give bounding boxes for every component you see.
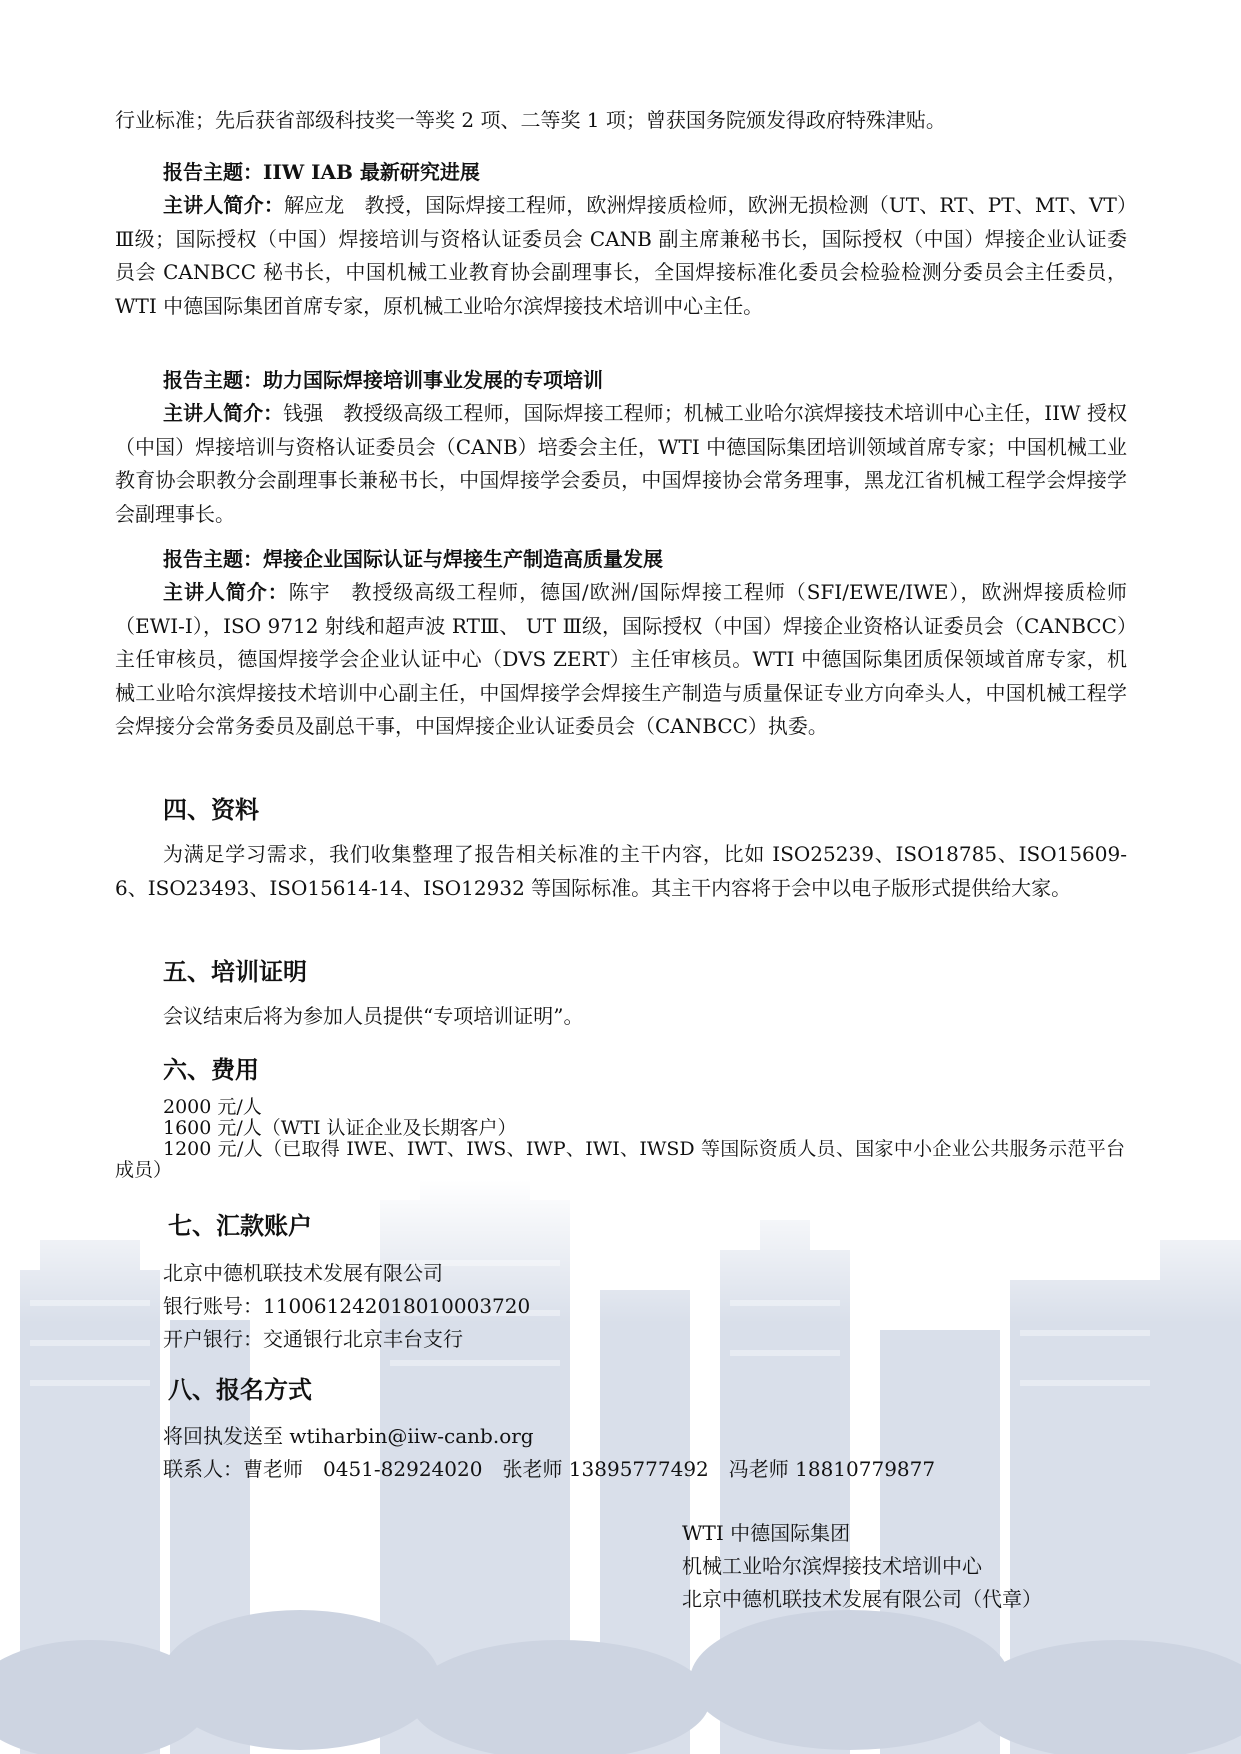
signature-org-3: 北京中德机联技术发展有限公司（代章） (682, 1587, 1042, 1611)
section-4-body: 为满足学习需求，我们收集整理了报告相关标准的主干内容，比如 ISO25239、ISO18785、ISO15609-6、ISO23493、ISO15614-14、ISO12932 等国际标准。其主干内容将于会中以电子版形式提供给大家。 (115, 842, 1127, 900)
topic-label: 报告主题： (163, 547, 263, 571)
report-2-topic (115, 364, 1127, 398)
fee-certified: 1600 元/人（WTI 认证企业及长期客户） (163, 1117, 517, 1139)
section-5-body: 会议结束后将为参加人员提供“专项培训证明”。 (163, 1004, 584, 1028)
section-4-heading: 四、资料 (163, 796, 259, 824)
section-8-heading: 八、报名方式 (168, 1376, 312, 1404)
section-7-heading: 七、汇款账户 (168, 1212, 312, 1240)
section-6-heading: 六、费用 (163, 1056, 259, 1084)
report-3-speaker (115, 576, 1127, 744)
speaker-bio: 解应龙 教授，国际焊接工程师，欧洲焊接质检师，欧洲无损检测（UT、RT、PT、MT、VT）Ⅲ级；国际授权（中国）焊接培训与资格认证委员会 CANB 副主席兼秘书长，国际授权（中国）焊接企业认证委员会 CANBCC 秘书长，中国机械工业教育协会副理事长，全国焊接标准化委员会检验检测分委员会主任委员，WTI 中德国际集团首席专家，原机械工业哈尔滨焊接技术培训中心主任。 (115, 193, 1128, 318)
fee-standard: 2000 元/人 (163, 1096, 262, 1118)
bank-name: 开户银行：交通银行北京丰台支行 (163, 1327, 463, 1351)
topic-label: 报告主题： (163, 368, 263, 392)
speaker-bio: 陈宇 教授级高级工程师，德国/欧洲/国际焊接工程师（SFI/EWE/IWE），欧洲焊接质检师（EWI-I），ISO 9712 射线和超声波 RTⅢ、 UT Ⅲ级，国际授权（中国）焊接企业资格认证委员会（CANBCC）主任审核员，德国焊接学会企业认证中心（DVS ZERT）主任审核员。WTI 中德国际集团质保领域首席专家，机械工业哈尔滨焊接技术培训中心副主任，中国焊接学会焊接生产制造与质量保证专业方向牵头人，中国机械工程学会焊接分会常务委员及副总干事，中国焊接企业认证委员会（CANBCC）执委。 (115, 580, 1127, 738)
registration-email: 将回执发送至 wtiharbin@iiw-canb.org (163, 1424, 534, 1448)
report-1-speaker (115, 189, 1127, 323)
report-1-topic (115, 156, 1127, 190)
topic-title: IIW IAB 最新研究进展 (263, 160, 480, 184)
topic-title: 焊接企业国际认证与焊接生产制造高质量发展 (263, 547, 663, 571)
contact-list: 联系人：曹老师 0451-82924020 张老师 13895777492 冯老师 18810779877 (163, 1457, 936, 1481)
section-5-heading: 五、培训证明 (163, 958, 307, 986)
speaker-label: 主讲人简介： (163, 401, 284, 425)
signature-org-2: 机械工业哈尔滨焊接技术培训中心 (682, 1554, 982, 1578)
speaker-bio: 钱强 教授级高级工程师，国际焊接工程师；机械工业哈尔滨焊接技术培训中心主任，IIW 授权（中国）焊接培训与资格认证委员会（CANB）培委会主任，WTI 中德国际集团培训领域首席专家；中国机械工业教育协会职教分会副理事长兼秘书长，中国焊接学会委员，中国焊接协会常务理事，黑龙江省机械工程学会焊接学会副理事长。 (115, 401, 1128, 526)
topic-label: 报告主题： (163, 160, 263, 184)
speaker-label: 主讲人简介： (163, 193, 284, 217)
speaker-label: 主讲人简介： (163, 580, 289, 604)
bank-account: 银行账号：110061242018010003720 (163, 1294, 531, 1318)
topic-title: 助力国际焊接培训事业发展的专项培训 (263, 368, 603, 392)
company-name: 北京中德机联技术发展有限公司 (163, 1261, 443, 1285)
signature-org-1: WTI 中德国际集团 (682, 1521, 851, 1545)
fee-qualified: 1200 元/人（已取得 IWE、IWT、IWS、IWP、IWI、IWSD 等国际资质人员、国家中小企业公共服务示范平台成员） (115, 1138, 1125, 1181)
report-2-speaker (115, 397, 1127, 531)
intro-paragraph: 行业标准；先后获省部级科技奖一等奖 2 项、二等奖 1 项；曾获国务院颁发得政府特殊津贴。 (115, 108, 946, 132)
report-3-topic (115, 543, 1127, 577)
